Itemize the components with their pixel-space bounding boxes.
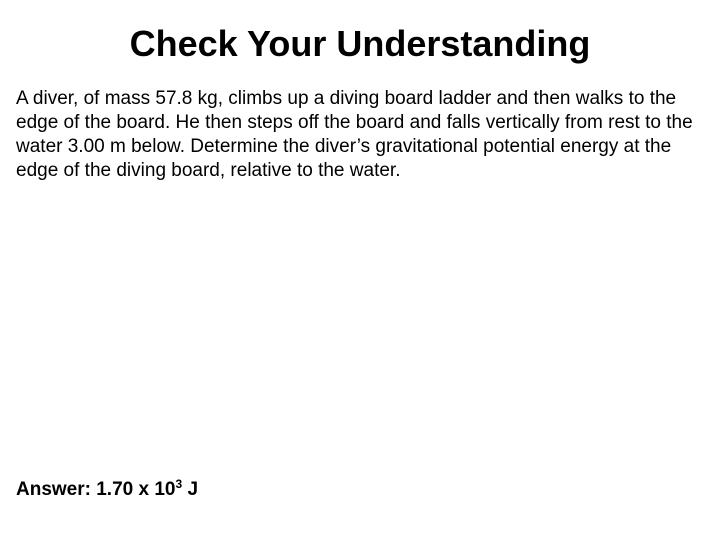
answer-prefix: Answer: 1.70 x 10 <box>16 479 176 500</box>
answer-exponent: 3 <box>175 477 183 491</box>
answer-text <box>16 478 198 502</box>
question-text: A diver, of mass 57.8 kg, climbs up a diving board ladder and then walks to the edge of the board. He then steps off the board and falls vertically from rest to the water 3.00 m below. Determine the diver’s gravitational potential energy at the edge of the diving board, relative to the water. <box>16 88 693 181</box>
slide-title: Check Your Understanding <box>129 23 591 64</box>
answer-unit: J <box>182 479 199 500</box>
